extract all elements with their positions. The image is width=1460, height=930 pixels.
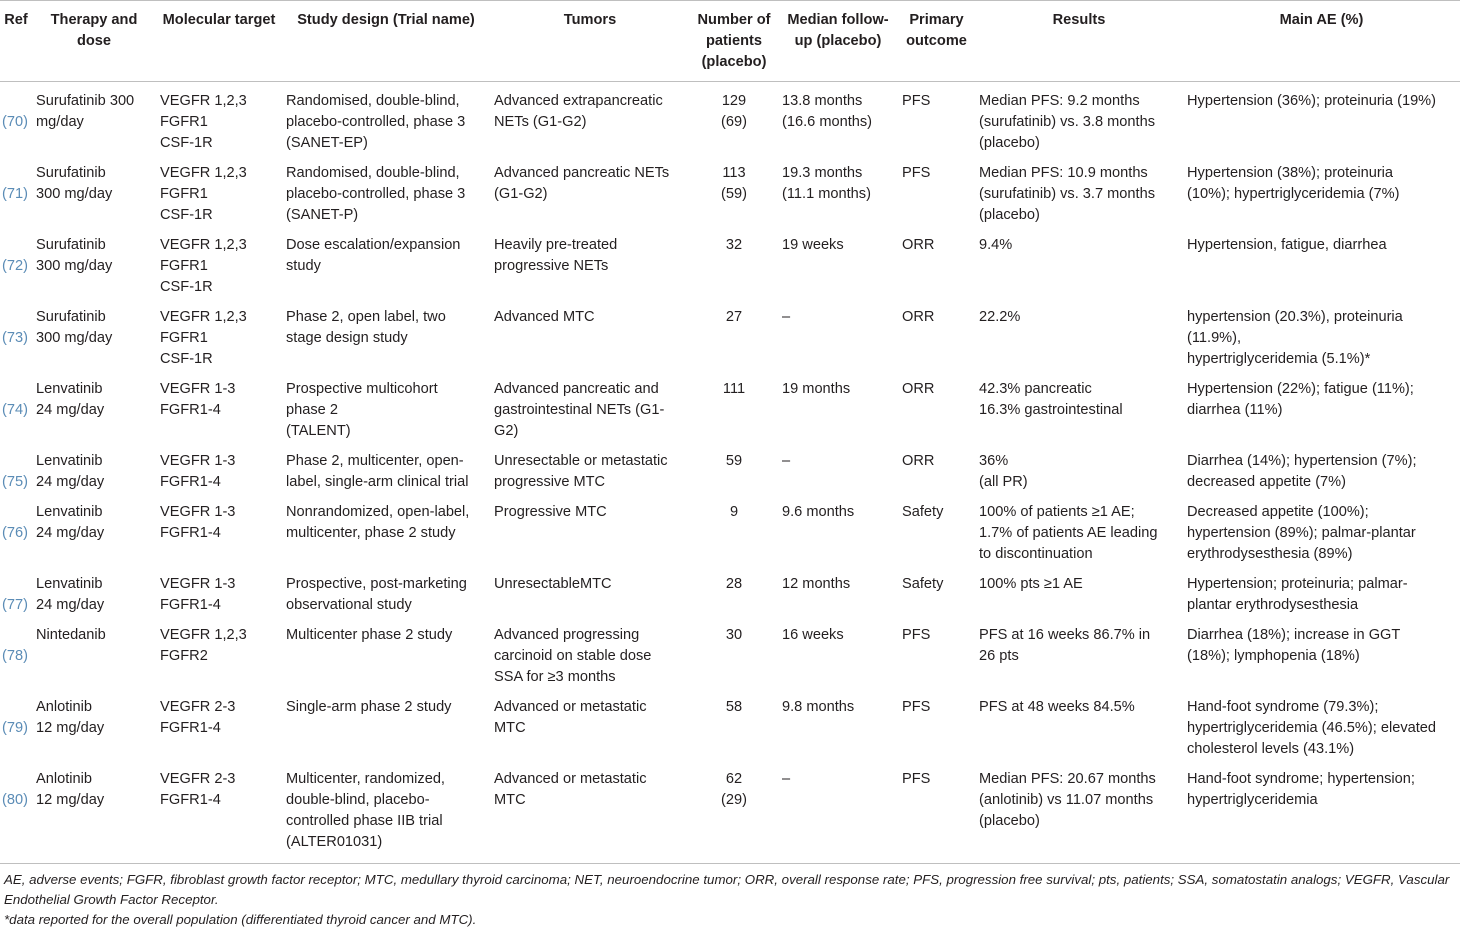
cell-design: Dose escalation/expansion study — [286, 237, 461, 274]
cell-results: 100% pts ≥1 AE — [979, 576, 1083, 592]
cell-therapy: Lenvatinib 24 mg/day — [36, 453, 105, 490]
header-tumors: Tumors — [490, 1, 690, 82]
cell-design: Randomised, double-blind, placebo-controlled, phase 3 (SANET-P) — [286, 165, 466, 223]
cell-followup: 19 months — [782, 381, 851, 397]
cell-ref[interactable] — [0, 82, 32, 155]
cell-ae: Hypertension (38%); proteinuria (10%); hypertriglyceridemia (7%) — [1187, 165, 1400, 202]
cell-outcome: ORR — [902, 237, 935, 253]
cell-therapy: Anlotinib 12 mg/day — [32, 760, 156, 864]
cell-patients: 30 — [725, 627, 743, 643]
cell-ae: Diarrhea (14%); hypertension (7%); decreased appetite (7%) — [1187, 453, 1417, 490]
cell-results: PFS at 16 weeks 86.7% in 26 pts — [979, 627, 1151, 664]
cell-results: 42.3% pancreatic 16.3% gastrointestinal — [979, 381, 1123, 418]
reference-link[interactable]: (77) — [2, 597, 28, 613]
cell-design: Prospective, post-marketing observational study — [286, 576, 467, 613]
cell-design: Prospective multicohort phase 2 (TALENT) — [286, 381, 438, 439]
cell-ref[interactable] — [0, 154, 32, 226]
cell-results: 9.4% — [979, 237, 1013, 253]
cell-target: VEGFR 1,2,3 FGFR1 CSF-1R — [160, 93, 247, 151]
cell-therapy: Surufatinib 300 mg/day — [36, 93, 135, 130]
table-row — [0, 226, 1460, 298]
cell-target: VEGFR 2-3 FGFR1-4 — [156, 760, 282, 864]
cell-ae: Hypertension, fatigue, diarrhea — [1187, 237, 1387, 253]
cell-outcome: Safety — [902, 504, 944, 520]
cell-results: Median PFS: 10.9 months (surufatinib) vs. 3.7 months (placebo) — [979, 165, 1156, 223]
cell-ref[interactable] — [0, 616, 32, 688]
table-row — [0, 298, 1460, 370]
cell-therapy: Surufatinib 300 mg/day — [36, 165, 113, 202]
cell-tumors: Advanced progressing carcinoid on stable dose SSA for ≥3 months — [494, 627, 652, 685]
cell-followup: 19.3 months (11.1 months) — [782, 165, 871, 202]
reference-link[interactable]: (72) — [2, 258, 28, 274]
cell-tumors: Advanced extrapancreatic NETs (G1-G2) — [494, 93, 663, 130]
cell-target: VEGFR 2-3 FGFR1-4 — [160, 699, 236, 736]
reference-link[interactable]: (70) — [2, 114, 28, 130]
cell-results: 22.2% — [979, 309, 1021, 325]
cell-results: Median PFS: 20.67 months (anlotinib) vs 11.07 months (placebo) — [975, 760, 1183, 864]
cell-ae: Hypertension (36%); proteinuria (19%) — [1187, 93, 1437, 109]
cell-tumors: Progressive MTC — [494, 504, 607, 520]
cell-therapy: Lenvatinib 24 mg/day — [36, 504, 105, 541]
cell-target: VEGFR 1-3 FGFR1-4 — [160, 504, 236, 541]
cell-outcome: PFS — [902, 93, 931, 109]
reference-link[interactable]: (73) — [2, 330, 28, 346]
footnote-abbreviations: AE, adverse events; FGFR, fibroblast growth factor receptor; MTC, medullary thyroid carcinoma; NET, neuroendocrine tumor; ORR, overall response rate; PFS, progression free survival; pts, patients; SSA, somatostatin analogs; VEGFR, Vascular Endothelial Growth Factor Receptor. — [4, 872, 1450, 907]
table-row — [0, 688, 1460, 760]
cell-tumors: Advanced pancreatic and gastrointestinal NETs (G1- G2) — [494, 381, 665, 439]
cell-ref[interactable] — [0, 688, 32, 760]
cell-outcome: ORR — [902, 381, 935, 397]
header-followup: Median follow- up (placebo) — [778, 1, 898, 82]
cell-results: PFS at 48 weeks 84.5% — [979, 699, 1135, 715]
cell-target: VEGFR 1,2,3 FGFR1 CSF-1R — [160, 309, 247, 367]
cell-therapy: Anlotinib 12 mg/day — [36, 699, 105, 736]
cell-followup: – — [782, 453, 791, 469]
cell-followup: 12 months — [782, 576, 851, 592]
cell-tumors: Advanced pancreatic NETs (G1-G2) — [494, 165, 670, 202]
cell-patients: 113 (59) — [721, 165, 747, 202]
cell-outcome: ORR — [902, 309, 935, 325]
cell-design: Nonrandomized, open-label, multicenter, phase 2 study — [286, 504, 470, 541]
cell-ae: Hand-foot syndrome; hypertension; hypertriglyceridemia — [1183, 760, 1460, 864]
table-header — [0, 1, 1460, 82]
cell-target: VEGFR 1,2,3 FGFR1 CSF-1R — [160, 237, 247, 295]
cell-target: VEGFR 1,2,3 FGFR2 — [160, 627, 247, 664]
cell-design: Phase 2, multicenter, open- label, single-arm clinical trial — [286, 453, 469, 490]
cell-ae: Decreased appetite (100%); hypertension (89%); palmar-plantar erythrodysesthesia (89%) — [1187, 504, 1416, 562]
cell-ref[interactable] — [0, 760, 32, 864]
table-row — [0, 442, 1460, 493]
cell-followup: – — [782, 309, 791, 325]
cell-followup: 9.6 months — [782, 504, 855, 520]
reference-link[interactable]: (75) — [2, 474, 28, 490]
header-therapy: Therapy and dose — [32, 1, 156, 82]
cell-outcome: PFS — [898, 760, 975, 864]
cell-design: Randomised, double-blind, placebo-controlled, phase 3 (SANET-EP) — [286, 93, 466, 151]
cell-followup: 16 weeks — [782, 627, 844, 643]
cell-patients: 27 — [725, 309, 743, 325]
cell-target: VEGFR 1-3 FGFR1-4 — [160, 381, 236, 418]
cell-results: 100% of patients ≥1 AE; 1.7% of patients AE leading to discontinuation — [979, 504, 1158, 562]
cell-results: 36% (all PR) — [979, 453, 1028, 490]
cell-ae: Hypertension (22%); fatigue (11%); diarrhea (11%) — [1187, 381, 1414, 418]
cell-followup: – — [778, 760, 898, 864]
reference-link[interactable]: (79) — [2, 720, 28, 736]
cell-outcome: PFS — [902, 627, 931, 643]
cell-patients: 28 — [725, 576, 743, 592]
cell-patients: 9 — [729, 504, 739, 520]
cell-patients: 129 (69) — [721, 93, 747, 130]
table-row — [0, 370, 1460, 442]
cell-followup: 9.8 months — [782, 699, 855, 715]
cell-tumors: Advanced or metastatic MTC — [490, 760, 690, 864]
reference-link[interactable]: (76) — [2, 525, 28, 541]
cell-outcome: ORR — [902, 453, 935, 469]
cell-ae: hypertension (20.3%), proteinuria (11.9%), hypertriglyceridemia (5.1%)* — [1187, 309, 1403, 367]
cell-design: Multicenter, randomized, double-blind, placebo- controlled phase IIB trial (ALTER01031) — [282, 760, 490, 864]
header-patients: Number of patients (placebo) — [690, 1, 778, 82]
cell-ref[interactable] — [0, 226, 32, 298]
cell-patients: 58 — [725, 699, 743, 715]
cell-tumors: Advanced MTC — [494, 309, 595, 325]
cell-ae: Diarrhea (18%); increase in GGT (18%); lymphopenia (18%) — [1187, 627, 1401, 664]
cell-target: VEGFR 1,2,3 FGFR1 CSF-1R — [160, 165, 247, 223]
cell-target: VEGFR 1-3 FGFR1-4 — [160, 453, 236, 490]
table-row — [0, 760, 1460, 864]
table-footnotes — [0, 870, 1460, 930]
cell-tumors: Heavily pre-treated progressive NETs — [494, 237, 618, 274]
cell-therapy: Surufatinib 300 mg/day — [36, 309, 113, 346]
cell-outcome: PFS — [902, 699, 931, 715]
reference-link[interactable]: (80) — [2, 792, 28, 808]
table-row — [0, 565, 1460, 616]
cell-tumors: Advanced or metastatic MTC — [494, 699, 647, 736]
cell-results: Median PFS: 9.2 months (surufatinib) vs. 3.8 months (placebo) — [979, 93, 1156, 151]
cell-ref[interactable] — [0, 565, 32, 616]
cell-therapy: Nintedanib — [36, 627, 106, 643]
table-row — [0, 493, 1460, 565]
header-ae: Main AE (%) — [1183, 1, 1460, 82]
cell-design: Multicenter phase 2 study — [286, 627, 453, 643]
cell-patients: 111 — [722, 381, 746, 397]
cell-therapy: Surufatinib 300 mg/day — [36, 237, 113, 274]
cell-therapy: Lenvatinib 24 mg/day — [36, 576, 105, 613]
cell-ref[interactable] — [0, 493, 32, 565]
cell-patients: 62 (29) — [690, 760, 778, 864]
reference-link[interactable]: (71) — [2, 186, 28, 202]
cell-patients: 32 — [725, 237, 743, 253]
cell-ref[interactable] — [0, 298, 32, 370]
cell-design: Phase 2, open label, two stage design study — [286, 309, 446, 346]
cell-patients: 59 — [725, 453, 743, 469]
cell-outcome: PFS — [902, 165, 931, 181]
cell-therapy: Lenvatinib 24 mg/day — [36, 381, 105, 418]
cell-ref[interactable] — [0, 442, 32, 493]
table-body — [0, 82, 1460, 864]
cell-followup: 19 weeks — [782, 237, 844, 253]
cell-target: VEGFR 1-3 FGFR1-4 — [160, 576, 236, 613]
cell-tumors: UnresectableMTC — [494, 576, 612, 592]
table-row — [0, 82, 1460, 155]
cell-ae: Hypertension; proteinuria; palmar- plantar erythrodysesthesia — [1187, 576, 1408, 613]
table-row — [0, 154, 1460, 226]
cell-outcome: Safety — [902, 576, 944, 592]
cell-ae: Hand-foot syndrome (79.3%); hypertriglyceridemia (46.5%); elevated cholesterol levels (43.1%) — [1187, 699, 1437, 757]
reference-link[interactable]: (78) — [2, 648, 28, 664]
cell-ref[interactable] — [0, 370, 32, 442]
header-outcome: Primary outcome — [898, 1, 975, 82]
header-results: Results — [975, 1, 1183, 82]
table-row — [0, 616, 1460, 688]
header-target: Molecular target — [156, 1, 282, 82]
reference-link[interactable]: (74) — [2, 402, 28, 418]
cell-tumors: Unresectable or metastatic progressive MTC — [494, 453, 668, 490]
cell-followup: 13.8 months (16.6 months) — [782, 93, 873, 130]
header-ref: Ref — [0, 1, 32, 82]
header-design: Study design (Trial name) — [282, 1, 490, 82]
footnote-asterisk: *data reported for the overall population (differentiated thyroid cancer and MTC). — [4, 912, 477, 927]
cell-design: Single-arm phase 2 study — [286, 699, 452, 715]
